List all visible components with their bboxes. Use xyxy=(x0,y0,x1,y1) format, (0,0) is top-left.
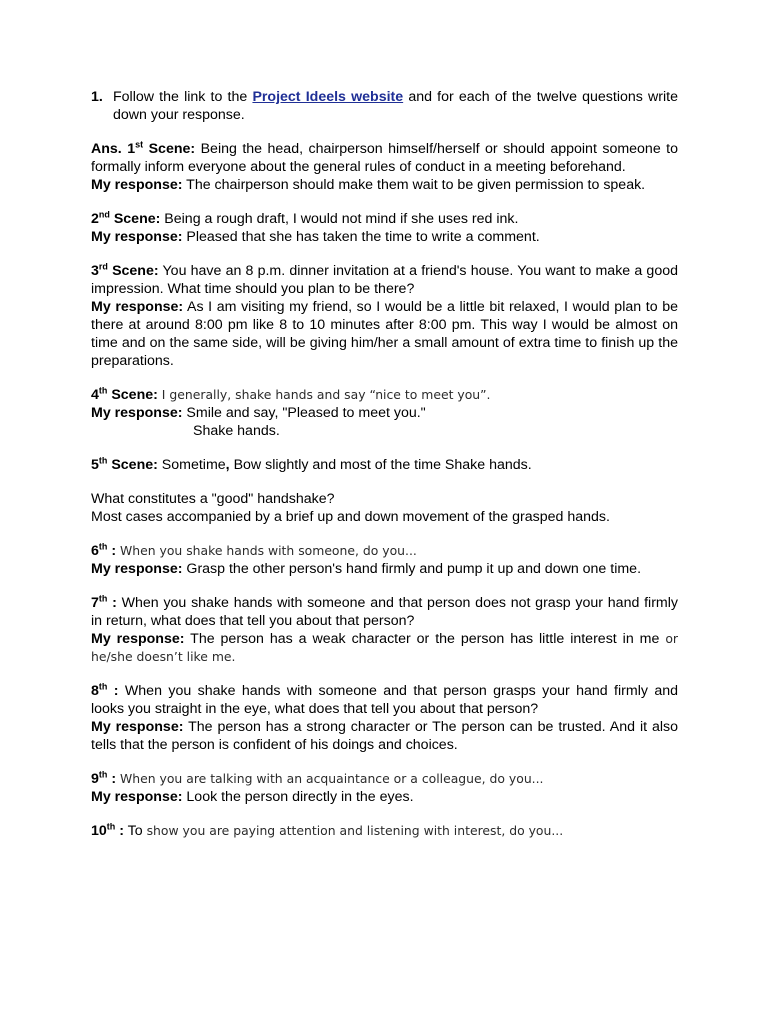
scene-4 xyxy=(91,386,678,404)
scene-7-response xyxy=(91,630,678,666)
scene-4-response-line-2: Shake hands. xyxy=(193,423,280,439)
list-number: 1. xyxy=(91,89,103,105)
scene-4-response xyxy=(91,404,678,422)
project-ideels-link[interactable]: Project Ideels website xyxy=(252,89,404,105)
response-text: As I am visiting my friend, so I would be a little bit relaxed, I would plan to be there at around 8:00 pm like 8 to 10 minutes after 8:00 pm. This way I would be almost on time and on the same side, will be giving him/her a small amount of extra time to finish up the preparations. xyxy=(91,299,679,369)
response-text-tail: or he/she doesn’t like me. xyxy=(91,631,678,664)
scene-8-response xyxy=(91,718,678,754)
scene-10-text-b: show you are paying attention and listening with interest, do you... xyxy=(142,823,564,838)
response-label: My response: xyxy=(91,789,183,805)
scene-8 xyxy=(91,682,678,718)
handshake-question: What constitutes a "good" handshake? xyxy=(91,491,335,507)
scene-5-comma: , xyxy=(225,457,230,473)
scene-2-text: Being a rough draft, I would not mind if she uses red ink. xyxy=(160,211,519,227)
response-text: Grasp the other person's hand firmly and pump it up and down one time. xyxy=(182,561,642,577)
scene-5-label: 5th Scene: xyxy=(91,455,158,473)
question-1 xyxy=(91,88,678,124)
response-label: My response: xyxy=(91,719,184,735)
scene-10 xyxy=(91,822,678,840)
scene-9-text: When you are talking with an acquaintance or a colleague, do you... xyxy=(116,771,544,786)
q1-text-pre: Follow the link to the xyxy=(113,89,253,105)
scene-6-label: 6th : xyxy=(91,541,117,559)
scene-5-text-b: Bow slightly and most of the time Shake hands. xyxy=(229,457,532,473)
scene-3-text: You have an 8 p.m. dinner invitation at a friend's house. You want to make a good impression. What time should you plan to be there? xyxy=(91,263,678,297)
scene-6-text: When you shake hands with someone, do you... xyxy=(116,543,417,558)
response-label: My response: xyxy=(91,631,185,647)
scene-2 xyxy=(91,210,678,228)
scene-10-label: 10th : xyxy=(91,821,124,839)
response-label: My response: xyxy=(91,561,183,577)
response-text: Look the person directly in the eyes. xyxy=(182,789,414,805)
scene-5-text-a: Sometime xyxy=(157,457,226,473)
document-body xyxy=(91,88,678,840)
scene-9 xyxy=(91,770,678,788)
scene-6-response xyxy=(91,560,678,578)
response-text: The person has a weak character or the person has little interest in me xyxy=(184,631,666,647)
scene-6 xyxy=(91,542,678,560)
scene-8-label: 8th : xyxy=(91,681,119,699)
handshake-answer: Most cases accompanied by a brief up and down movement of the grasped hands. xyxy=(91,509,610,525)
response-text: The person has a strong character or The person can be trusted. And it also tells that the person is confident of his doings and choices. xyxy=(91,719,678,753)
scene-3-response xyxy=(91,298,678,370)
response-text: The chairperson should make them wait to be given permission to speak. xyxy=(182,177,646,193)
scene-2-response xyxy=(91,228,678,246)
response-label: My response: xyxy=(91,229,183,245)
scene-3-label: 3rd Scene: xyxy=(91,261,159,279)
scene-1-label: Ans. 1st Scene: xyxy=(91,139,196,157)
scene-8-text: When you shake hands with someone and that person grasps your hand firmly and looks you straight in the eye, what does that tell you about that person? xyxy=(91,683,678,717)
scene-9-response xyxy=(91,788,678,806)
scene-7-text: When you shake hands with someone and that person does not grasp your hand firmly in return, what does that tell you about that person? xyxy=(91,595,678,629)
scene-7 xyxy=(91,594,678,630)
scene-2-label: 2nd Scene: xyxy=(91,209,161,227)
response-label: My response: xyxy=(91,299,184,315)
scene-4-text: I generally, shake hands and say “nice to meet you”. xyxy=(157,387,491,402)
scene-1 xyxy=(91,140,678,176)
scene-1-response xyxy=(91,176,678,194)
scene-7-label: 7th : xyxy=(91,593,117,611)
response-text: Smile and say, "Pleased to meet you." xyxy=(182,405,426,421)
scene-4-label: 4th Scene: xyxy=(91,385,158,403)
scene-5 xyxy=(91,456,678,474)
response-text: Pleased that she has taken the time to write a comment. xyxy=(182,229,540,245)
q1-text-post: and for each of the twelve questions write down your response. xyxy=(113,89,678,123)
scene-10-text-a: To xyxy=(123,823,143,839)
scene-9-label: 9th : xyxy=(91,769,117,787)
scene-3 xyxy=(91,262,678,298)
response-label: My response: xyxy=(91,405,183,421)
response-label: My response: xyxy=(91,177,183,193)
scene-1-text: Being the head, chairperson himself/herself or should appoint someone to formally inform everyone about the general rules of conduct in a meeting beforehand. xyxy=(91,141,679,175)
